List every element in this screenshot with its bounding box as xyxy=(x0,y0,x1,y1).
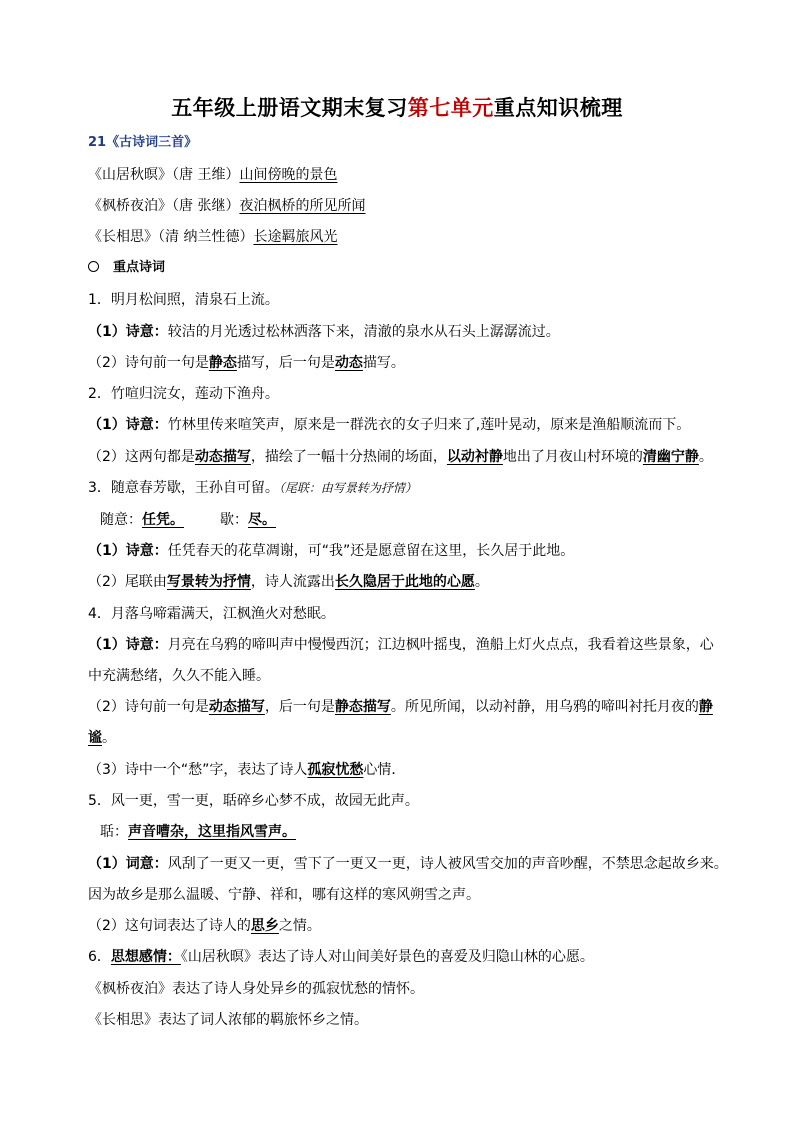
item-5: 5．风一更，雪一更，聒碎乡心梦不成，故园无此声。 xyxy=(88,793,419,809)
keyword: 静态描写 xyxy=(334,699,391,715)
text: （2）尾联由 xyxy=(88,574,167,590)
word: 歇： xyxy=(220,512,248,528)
keyword: 静态 xyxy=(208,355,237,371)
poem-author: （唐 王维） xyxy=(172,167,240,183)
keyword: 写景转为抒情 xyxy=(166,574,251,590)
label: （1）诗意： xyxy=(88,543,168,559)
item-2a xyxy=(88,415,690,435)
item-6 xyxy=(88,947,594,967)
text: ，描绘了一幅十分热闹的场面， xyxy=(250,449,447,465)
poem-theme: 长途羁旅风光 xyxy=(253,229,338,245)
poem-line-2 xyxy=(88,196,365,216)
poem-name: 《长相思》 xyxy=(88,229,158,245)
item-5a xyxy=(88,854,728,874)
item-4a xyxy=(88,635,714,655)
text: 月亮在乌鸦的啼叫声中慢慢西沉；江边枫叶摇曳，渔船上灯火点点，我看着这些景象，心 xyxy=(167,637,714,653)
item-2: 2．竹喧归浣女，莲动下渔舟。 xyxy=(88,386,279,402)
text: 描写，后一句是 xyxy=(236,355,335,371)
text: 。 xyxy=(698,449,713,465)
title-unit: 第七单元 xyxy=(407,96,494,120)
item-2b xyxy=(88,447,713,467)
title-part1: 五年级上册语文期末复习 xyxy=(171,96,408,120)
label: （1）词意： xyxy=(88,856,168,872)
poem-line-1 xyxy=(88,165,337,185)
label: （1）诗意： xyxy=(88,417,168,433)
text: 心情． xyxy=(363,762,406,778)
item-4a-cont: 中充满愁绪，久久不能入睡。 xyxy=(88,668,270,684)
text: 。 xyxy=(102,730,116,746)
key-heading-text: 重点诗词 xyxy=(113,260,166,275)
text: 6． xyxy=(88,949,111,965)
text: 任凭春天的花草凋谢，可“我”还是愿意留在这里，长久居于此地。 xyxy=(167,543,575,559)
keyword: 动态 xyxy=(334,355,363,371)
poem-author: （清 纳兰性德） xyxy=(158,229,254,245)
item-5a-cont: 因为故乡是那么温暖、宁静、祥和，哪有这样的寒风朔雪之声。 xyxy=(88,887,480,903)
label: （1）诗意： xyxy=(88,637,168,653)
poem-name: 《枫桥夜泊》 xyxy=(88,198,172,214)
item-5-word xyxy=(100,822,296,842)
item-3a xyxy=(88,541,574,561)
poem-theme: 夜泊枫桥的所见所闻 xyxy=(239,198,366,214)
keyword: 任凭。 xyxy=(142,512,184,528)
text: 描写。 xyxy=(362,355,405,371)
key-heading xyxy=(88,258,165,278)
item-3b xyxy=(88,572,489,592)
item-1a xyxy=(88,322,560,342)
label: （1）诗意： xyxy=(88,324,168,340)
text: 之情。 xyxy=(278,918,321,934)
word: 随意： xyxy=(100,512,142,528)
text: 较洁的月光透过松林洒落下来，清澈的泉水从石头上潺潺流过。 xyxy=(167,324,560,340)
keyword: 长久隐居于此地的心愿 xyxy=(334,574,475,590)
item-4: 4．月落乌啼霜满天，江枫渔火对愁眠。 xyxy=(88,606,335,622)
keyword: 思想感情： xyxy=(110,949,181,965)
keyword: 清幽宁静 xyxy=(642,449,699,465)
text: ，诗人流露出 xyxy=(250,574,335,590)
poem-line-3 xyxy=(88,227,337,247)
text: ，后一句是 xyxy=(264,699,335,715)
text: 风刮了一更又一更，雪下了一更又一更，诗人被风雪交加的声音吵醒，不禁思念起故乡来。 xyxy=(167,856,728,872)
poem-name: 《山居秋暝》 xyxy=(88,167,172,183)
keyword: 动态描写 xyxy=(208,699,265,715)
keyword: 声音嘈杂，这里指风雪声。 xyxy=(128,824,296,840)
keyword: 以动衬静 xyxy=(446,449,503,465)
item-3 xyxy=(88,478,417,498)
note: （尾联：由写景转为抒情） xyxy=(278,481,417,495)
text: 。 xyxy=(474,574,489,590)
text: （2）这句词表达了诗人的 xyxy=(88,918,251,934)
word: 聒： xyxy=(100,824,128,840)
item-8: 《长相思》表达了词人浓郁的羁旅怀乡之情。 xyxy=(88,1012,368,1028)
poem-author: （唐 张继） xyxy=(172,198,240,214)
item-1b xyxy=(88,353,405,373)
item-7: 《枫桥夜泊》表达了诗人身处异乡的孤寂忧愁的情怀。 xyxy=(88,981,424,997)
title-part3: 重点知识梳理 xyxy=(493,96,623,120)
keyword: 思乡 xyxy=(250,918,279,934)
page-title xyxy=(0,92,794,122)
item-4b xyxy=(88,697,713,717)
text: 地出了月夜山村环境的 xyxy=(502,449,643,465)
keyword: 尽。 xyxy=(248,512,276,528)
keyword: 谧 xyxy=(88,730,102,746)
item-1: 1．明月松间照，清泉石上流。 xyxy=(88,292,279,308)
item-5b xyxy=(88,916,321,936)
text: 《山居秋暝》表达了诗人对山间美好景色的喜爱及归隐山林的心愿。 xyxy=(180,949,594,965)
text: （2）诗句前一句是 xyxy=(88,355,209,371)
keyword: 静 xyxy=(698,699,713,715)
text: （3）诗中一个“愁”字，表达了诗人 xyxy=(88,762,308,778)
item-4c xyxy=(88,760,405,780)
item-3-words xyxy=(100,510,276,530)
poem-theme: 山间傍晚的景色 xyxy=(239,167,338,183)
text: 3．随意春芳歇，王孙自可留。 xyxy=(88,480,279,496)
text: 竹林里传来喧笑声，原来是一群洗衣的女子归来了,莲叶晃动，原来是渔船顺流而下。 xyxy=(167,417,691,433)
text: （2）这两句都是 xyxy=(88,449,195,465)
circle-bullet-icon xyxy=(88,261,99,272)
keyword: 孤寂忧愁 xyxy=(307,762,364,778)
text: （2）诗句前一句是 xyxy=(88,699,209,715)
text: 。所见所闻，以动衬静，用乌鸦的啼叫衬托月夜的 xyxy=(390,699,699,715)
section-heading: 21《古诗词三首》 xyxy=(88,135,198,150)
keyword: 动态描写 xyxy=(194,449,251,465)
item-4b-cont xyxy=(88,728,116,748)
